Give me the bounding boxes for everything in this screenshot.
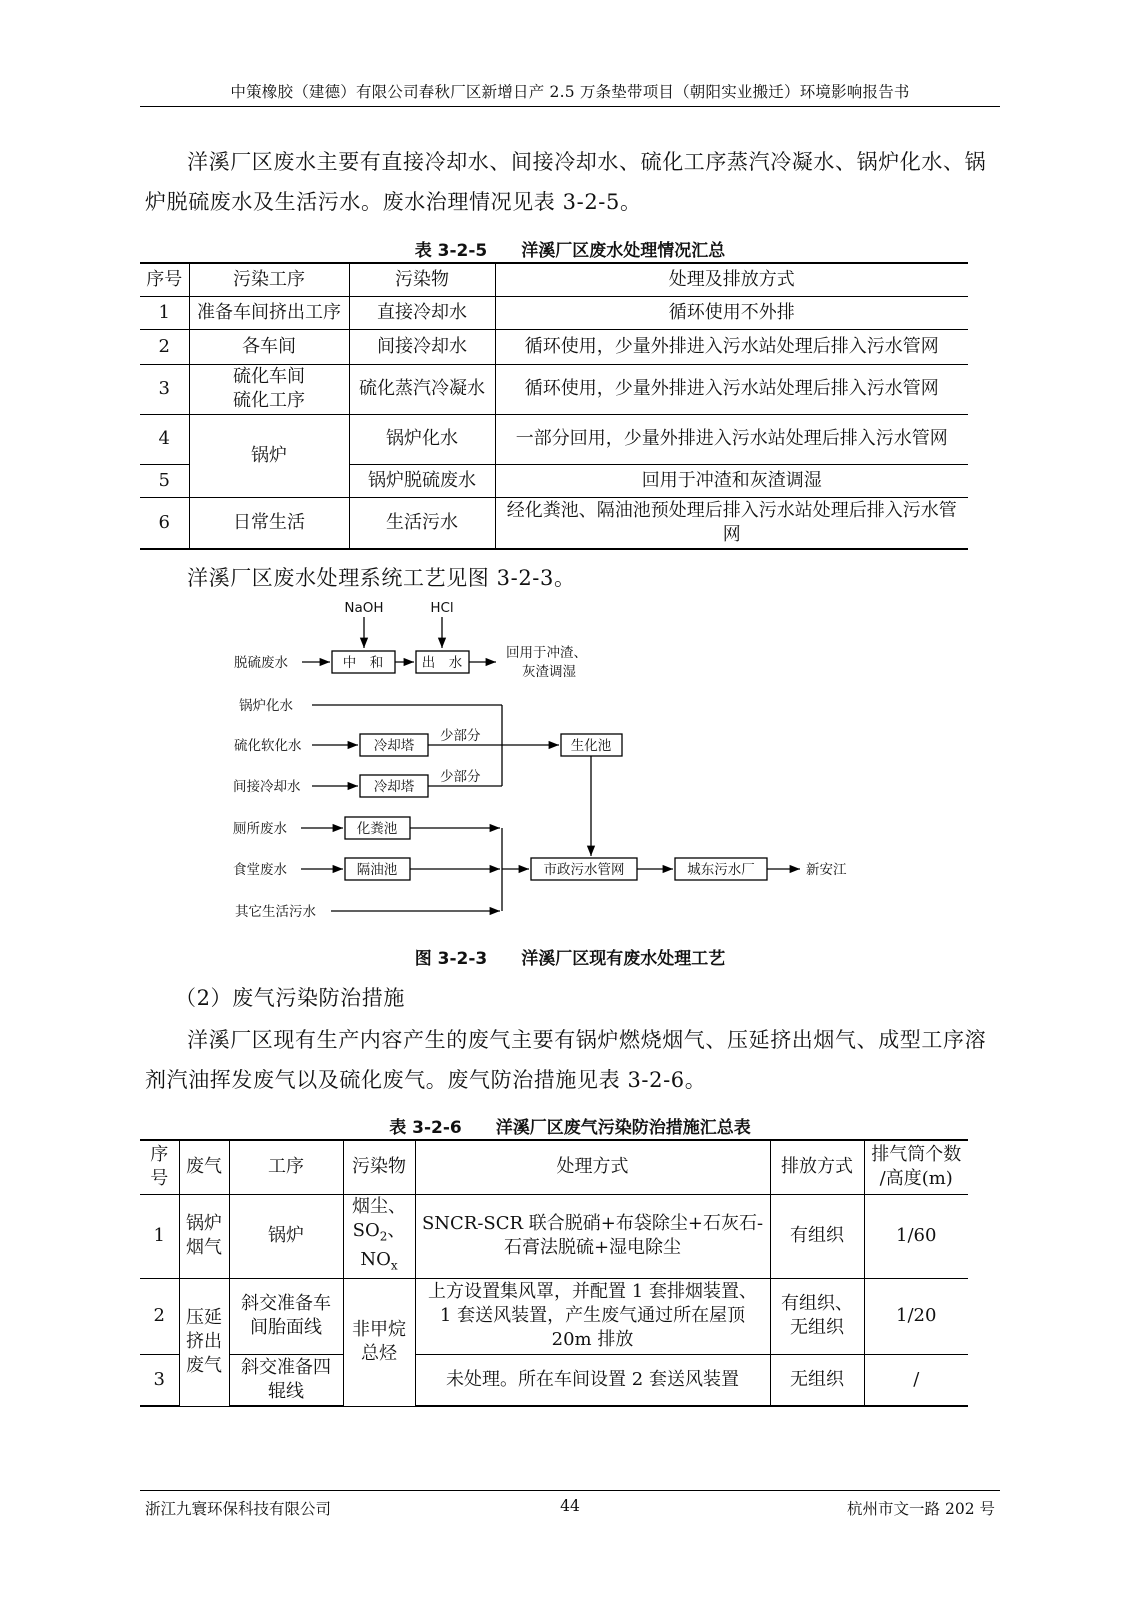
table-header-row: [140, 1140, 968, 1194]
table2-caption: 表 3-2-6 洋溪厂区废气污染防治措施汇总表: [389, 1118, 751, 1138]
indirect-label: 间接冷却水: [233, 779, 301, 795]
cell-pollutant: 锅炉脱硫废水: [349, 464, 495, 497]
other-label: 其它生活污水: [235, 904, 316, 920]
cell-line: 有组织、: [781, 1293, 853, 1315]
figure-caption: 图 3-2-3 洋溪厂区现有废水处理工艺: [414, 949, 726, 969]
table-row: [140, 1354, 968, 1406]
nox-text: NO: [360, 1249, 391, 1271]
cooling-tower-label-2: 冷却塔: [373, 779, 415, 795]
cell-emission: 无组织: [770, 1354, 864, 1406]
cell-line: SNCR-SCR 联合脱硝+布袋除尘+石灰石-: [421, 1213, 764, 1235]
grease-label: 隔油池: [356, 862, 398, 878]
cell-process: 日常生活: [189, 497, 349, 549]
cell-line: 挤出: [186, 1331, 222, 1353]
cell-method: 循环使用，少量外排进入污水站处理后排入污水管网: [495, 329, 968, 364]
table-row: [140, 1278, 968, 1354]
cell-method: 循环使用，少量外排进入污水站处理后排入污水管网: [495, 364, 968, 414]
septic-label: 化粪池: [356, 821, 398, 837]
neutral-label: 中 和: [342, 655, 384, 671]
cell-line: 辊线: [268, 1380, 304, 1402]
bio-pool-label: 生化池: [570, 738, 612, 754]
cell-stack: 1/20: [864, 1278, 968, 1354]
cell-pollutant: 生活污水: [349, 497, 495, 549]
header-stack-line: 排气筒个数: [871, 1144, 962, 1166]
header-pollutant: 污染物: [343, 1140, 415, 1194]
cell-process: 锅炉: [189, 414, 349, 497]
cell-method: 未处理。所在车间设置 2 套送风装置: [415, 1354, 770, 1406]
header-process: 工序: [229, 1140, 343, 1194]
cell-line: 1 套送风装置，产生废气通过所在屋顶: [439, 1305, 746, 1327]
cell-line: 锅炉: [186, 1213, 222, 1235]
cell-line: 上方设置集风罩，并配置 1 套排烟装置、: [428, 1281, 757, 1303]
so2-text: SO: [352, 1219, 380, 1241]
header-no-line: 序: [150, 1144, 169, 1166]
page-header: 中策橡胶（建德）有限公司春秋厂区新增日产 2.5 万条垫带项目（朝阳实业搬迁）环境影响报告书: [230, 83, 910, 101]
reuse-label-2: 灰渣调湿: [522, 664, 576, 680]
cell-stack: /: [864, 1354, 968, 1406]
header-method: 处理及排放方式: [495, 263, 968, 296]
cell-pollutant: 硫化蒸汽冷凝水: [349, 364, 495, 414]
footer-rule: [140, 1490, 1000, 1491]
cell-gas: [179, 1194, 229, 1278]
cell-process-line: 硫化工序: [233, 390, 305, 411]
cell-line: 压延: [186, 1307, 222, 1329]
cell-process: [229, 1278, 343, 1354]
cell-no: 2: [140, 329, 189, 364]
cell-process: 各车间: [189, 329, 349, 364]
cell-line: 斜交准备车: [241, 1293, 331, 1315]
cell-line: 总烃: [361, 1343, 397, 1365]
section2-paragraph: 洋溪厂区现有生产内容产生的废气主要有锅炉燃烧烟气、压延挤出烟气、成型工序溶剂汽油挥发废气以及硫化废气。废气防治措施见表 3-2-6。: [145, 1028, 987, 1092]
cell-line: [348, 1219, 411, 1249]
nox-sub: x: [390, 1258, 398, 1273]
cell-no: 2: [140, 1278, 179, 1354]
boiler-water-label: 锅炉化水: [239, 698, 293, 714]
so2-tail: 、: [387, 1219, 406, 1241]
header-method: 处理方式: [415, 1140, 770, 1194]
cell-no: 1: [140, 1194, 179, 1278]
cooling-tower-label-1: 冷却塔: [373, 738, 415, 754]
cell-pollutant: [343, 1194, 415, 1278]
canteen-label: 食堂废水: [233, 862, 287, 878]
river-label: 新安江: [806, 862, 847, 878]
footer-address: 杭州市文一路 202 号: [847, 1500, 995, 1518]
desulf-label: 脱硫废水: [234, 655, 288, 671]
cell-line: 烟气: [186, 1237, 222, 1259]
page-number: 44: [560, 1497, 580, 1515]
table1-caption: 表 3-2-5 洋溪厂区废水处理情况汇总: [414, 241, 726, 261]
cell-line: 非甲烷: [352, 1319, 406, 1341]
cell-method: 经化粪池、隔油池预处理后排入污水站处理后排入污水管网: [495, 497, 968, 549]
cell-process-line: 硫化车间: [233, 366, 305, 387]
cell-pollutant: [343, 1278, 415, 1406]
cell-no: 3: [140, 1354, 179, 1406]
so2-sub: 2: [379, 1229, 388, 1244]
cell-emission: [770, 1278, 864, 1354]
cell-method: [415, 1194, 770, 1278]
cell-process: [229, 1354, 343, 1406]
cell-line: 间胎面线: [250, 1317, 322, 1339]
cell-gas: [179, 1278, 229, 1406]
waste-gas-table: [140, 1139, 968, 1407]
header-pollutant: 污染物: [349, 263, 495, 296]
cell-pollutant: 间接冷却水: [349, 329, 495, 364]
cell-method: 一部分回用，少量外排进入污水站处理后排入污水管网: [495, 414, 968, 464]
cell-method: 回用于冲渣和灰渣调湿: [495, 464, 968, 497]
cell-line: 无组织: [790, 1317, 844, 1339]
reuse-label-1: 回用于冲渣、: [506, 645, 587, 661]
small-part-label-2: 少部分: [440, 769, 481, 785]
chengdong-label: 城东污水厂: [687, 862, 755, 878]
municipal-label: 市政污水管网: [543, 862, 625, 878]
cell-line: 烟尘、: [352, 1195, 406, 1217]
cell-no: 4: [140, 414, 189, 464]
section-heading: （2）废气污染防治措施: [175, 986, 405, 1010]
cell-pollutant: 直接冷却水: [349, 296, 495, 329]
cell-line: [348, 1248, 411, 1278]
header-stack: [864, 1140, 968, 1194]
cell-no: 1: [140, 296, 189, 329]
toilet-label: 厕所废水: [233, 821, 287, 837]
vulc-water-label: 硫化软化水: [234, 738, 302, 754]
cell-process: 锅炉: [229, 1194, 343, 1278]
naoh-label: NaOH: [344, 600, 384, 616]
hcl-label: HCl: [430, 600, 454, 616]
header-no: [140, 1140, 179, 1194]
outlet-label: 出 水: [421, 655, 463, 671]
cell-stack: 1/60: [864, 1194, 968, 1278]
cell-no: 5: [140, 464, 189, 497]
header-emission: 排放方式: [770, 1140, 864, 1194]
table-row: [140, 1194, 968, 1278]
cell-method: 循环使用不外排: [495, 296, 968, 329]
cell-pollutant: 锅炉化水: [349, 414, 495, 464]
cell-line: 石膏法脱硫+湿电除尘: [503, 1237, 682, 1259]
header-process: 污染工序: [189, 263, 349, 296]
cell-no: 3: [140, 364, 189, 414]
footer-company: 浙江九寰环保科技有限公司: [145, 1500, 332, 1518]
figure-intro: 洋溪厂区废水处理系统工艺见图 3-2-3。: [187, 566, 576, 590]
header-no: 序号: [140, 263, 189, 296]
small-part-label-1: 少部分: [440, 728, 481, 744]
cell-method: [415, 1278, 770, 1354]
cell-emission: 有组织: [770, 1194, 864, 1278]
cell-line: 斜交准备四: [241, 1356, 331, 1378]
header-gas: 废气: [179, 1140, 229, 1194]
cell-line: 废气: [186, 1355, 222, 1377]
cell-no: 6: [140, 497, 189, 549]
cell-line: 20m 排放: [551, 1329, 634, 1351]
header-no-line: 号: [150, 1168, 169, 1190]
cell-process: 准备车间挤出工序: [189, 296, 349, 329]
header-stack-line: /高度(m): [879, 1168, 953, 1190]
intro-paragraph: 洋溪厂区废水主要有直接冷却水、间接冷却水、硫化工序蒸汽冷凝水、锅炉化水、锅炉脱硫废水及生活污水。废水治理情况见表 3-2-5。: [145, 150, 987, 214]
